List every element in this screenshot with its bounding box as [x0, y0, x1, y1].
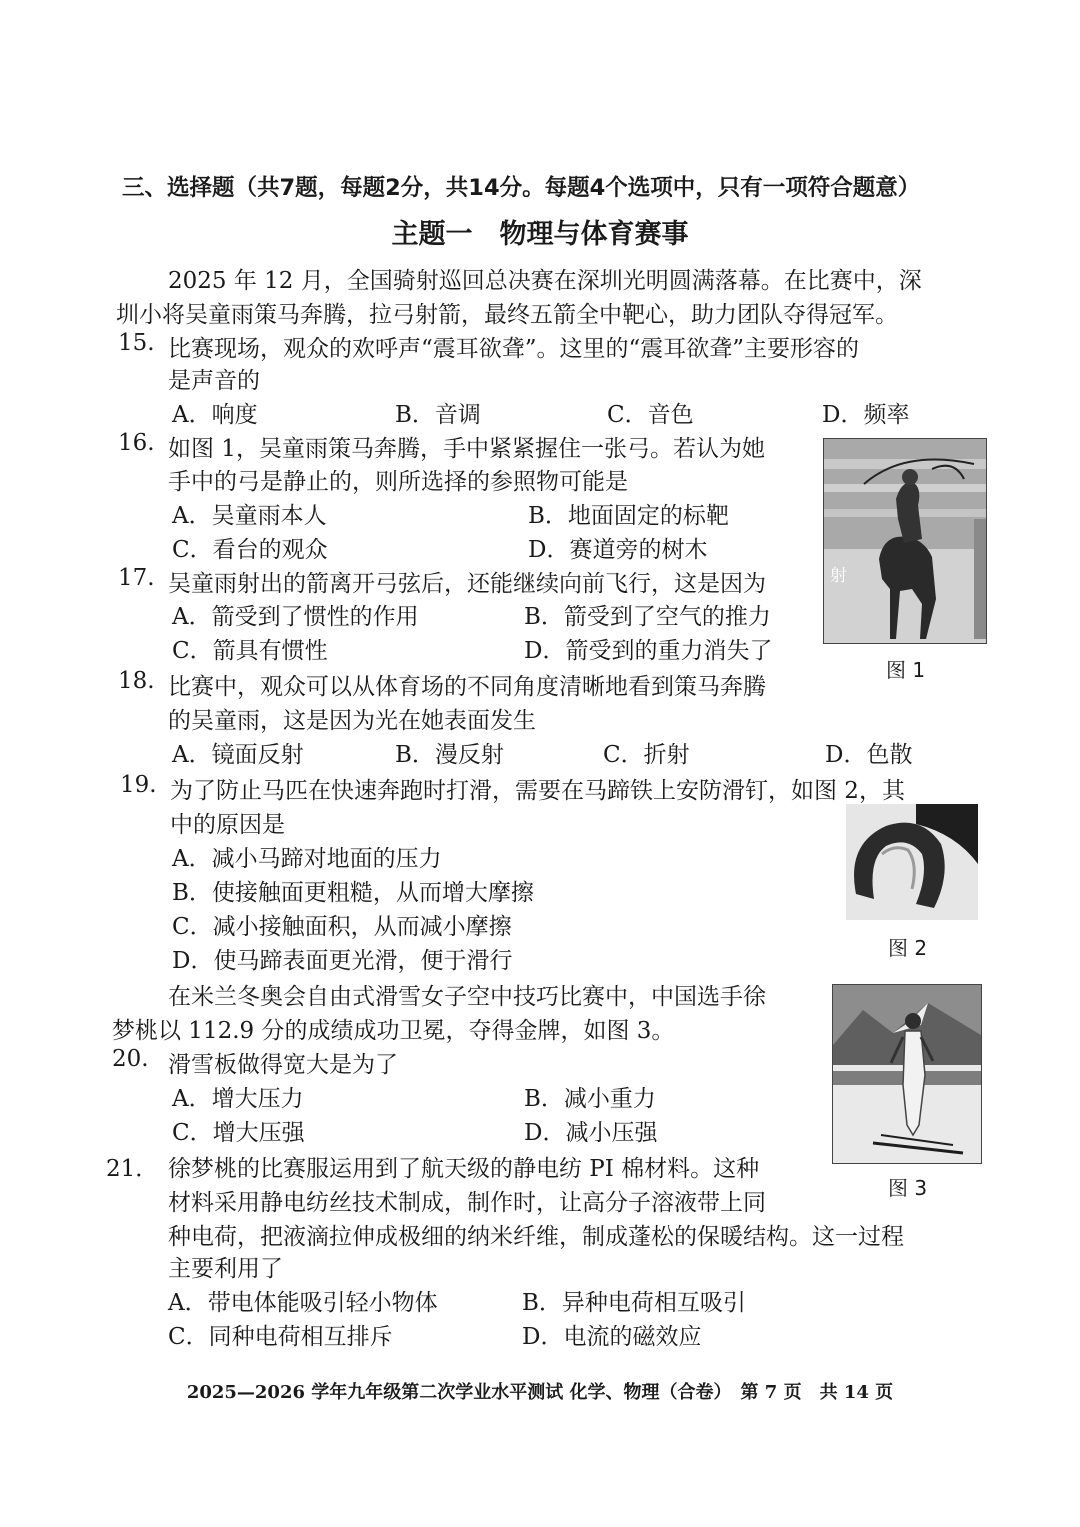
- q16-stem-line1: 如图 1，吴童雨策马奔腾，手中紧紧握住一张弓。若认为她: [168, 436, 765, 462]
- q21-option-b: B．异种电荷相互吸引: [522, 1290, 746, 1316]
- q15-number: 15.: [118, 330, 155, 356]
- q21-stem-line4: 主要利用了: [168, 1256, 283, 1282]
- q15-option-a: A．响度: [172, 402, 258, 428]
- q20-option-d: D．减小压强: [524, 1120, 658, 1146]
- q20-number: 20.: [112, 1046, 149, 1072]
- page-footer: 2025—2026 学年九年级第二次学业水平测试 化学、物理（合卷） 第 7 页 共 14 页: [186, 1382, 894, 1403]
- q17-option-d: D．箭受到的重力消失了: [524, 638, 773, 664]
- figure2-horseshoe-photo: [846, 804, 978, 920]
- figure1-overlay-char: 射: [830, 566, 847, 586]
- q20-stem-line1: 滑雪板做得宽大是为了: [168, 1052, 398, 1078]
- intro1-line2: 圳小将吴童雨策马奔腾，拉弓射箭，最终五箭全中靶心，助力团队夺得冠军。: [116, 302, 898, 328]
- q21-option-a: A．带电体能吸引轻小物体: [168, 1290, 438, 1316]
- figure1-caption: 图 1: [886, 658, 926, 682]
- intro1-line1: 2025 年 12 月，全国骑射巡回总决赛在深圳光明圆满落幕。在比赛中，深: [168, 268, 922, 294]
- q19-stem-line2: 中的原因是: [170, 812, 285, 838]
- topic-title: 主题一 物理与体育赛事: [391, 219, 689, 250]
- q19-stem-line1: 为了防止马匹在快速奔跑时打滑，需要在马蹄铁上安防滑钉，如图 2，其: [170, 778, 905, 804]
- intro2-line1: 在米兰冬奥会自由式滑雪女子空中技巧比赛中，中国选手徐: [168, 984, 766, 1010]
- q19-option-d: D．使马蹄表面更光滑，便于滑行: [172, 948, 513, 974]
- q21-stem-line3: 种电荷，把液滴拉伸成极细的纳米纤维，制成蓬松的保暖结构。这一过程: [168, 1224, 904, 1250]
- q16-option-c: C．看台的观众: [172, 537, 328, 563]
- q15-stem-line1: 比赛现场，观众的欢呼声“震耳欲聋”。这里的“震耳欲聋”主要形容的: [168, 336, 860, 362]
- q19-option-c: C．减小接触面积，从而减小摩擦: [172, 914, 512, 940]
- q16-option-d: D．赛道旁的树木: [528, 537, 708, 563]
- q20-option-b: B．减小重力: [524, 1086, 656, 1112]
- q21-stem-line1: 徐梦桃的比赛服运用到了航天级的静电纺 PI 棉材料。这种: [168, 1156, 760, 1182]
- q19-option-a: A．减小马蹄对地面的压力: [172, 846, 442, 872]
- q20-option-a: A．增大压力: [172, 1086, 304, 1112]
- q15-option-b: B．音调: [395, 402, 481, 428]
- q18-number: 18.: [118, 668, 155, 694]
- q17-stem-line1: 吴童雨射出的箭离开弓弦后，还能继续向前飞行，这是因为: [168, 571, 766, 597]
- q15-stem-line2: 是声音的: [168, 368, 260, 394]
- q18-option-a: A．镜面反射: [172, 742, 304, 768]
- q18-option-c: C．折射: [603, 742, 690, 768]
- q18-option-d: D．色散: [825, 742, 913, 768]
- q18-stem-line1: 比赛中，观众可以从体育场的不同角度清晰地看到策马奔腾: [168, 674, 766, 700]
- q15-option-c: C．音色: [607, 402, 694, 428]
- q16-stem-line2: 手中的弓是静止的，则所选择的参照物可能是: [168, 469, 628, 495]
- q19-number: 19.: [120, 772, 157, 798]
- q17-option-b: B．箭受到了空气的推力: [524, 604, 771, 630]
- q15-option-d: D．频率: [822, 402, 910, 428]
- q17-option-c: C．箭具有惯性: [172, 638, 328, 664]
- figure3-caption: 图 3: [888, 1176, 928, 1200]
- intro2-line2: 梦桃以 112.9 分的成绩成功卫冕，夺得金牌，如图 3。: [112, 1018, 675, 1044]
- q21-stem-line2: 材料采用静电纺丝技术制成，制作时，让高分子溶液带上同: [168, 1190, 766, 1216]
- q18-option-b: B．漫反射: [395, 742, 504, 768]
- q16-number: 16.: [118, 430, 155, 456]
- horseshoe-image: [846, 804, 978, 920]
- q21-option-c: C．同种电荷相互排斥: [168, 1324, 393, 1350]
- q19-option-b: B．使接触面更粗糙，从而增大摩擦: [172, 880, 534, 906]
- section-header: 三、选择题（共7题，每题2分，共14分。每题4个选项中，只有一项符合题意）: [122, 175, 921, 201]
- figure1-horse-archer-photo: [823, 438, 987, 644]
- skier-image: [833, 985, 981, 1163]
- q17-option-a: A．箭受到了惯性的作用: [172, 604, 419, 630]
- q21-number: 21．: [106, 1156, 159, 1182]
- q17-number: 17.: [118, 565, 155, 591]
- q16-option-a: A．吴童雨本人: [172, 503, 327, 529]
- q16-option-b: B．地面固定的标靶: [528, 503, 729, 529]
- figure3-skier-photo: [832, 984, 982, 1164]
- horse-archer-image: [824, 439, 986, 643]
- q21-option-d: D．电流的磁效应: [522, 1324, 702, 1350]
- figure2-caption: 图 2: [888, 936, 928, 960]
- q20-option-c: C．增大压强: [172, 1120, 305, 1146]
- q18-stem-line2: 的吴童雨，这是因为光在她表面发生: [168, 708, 536, 734]
